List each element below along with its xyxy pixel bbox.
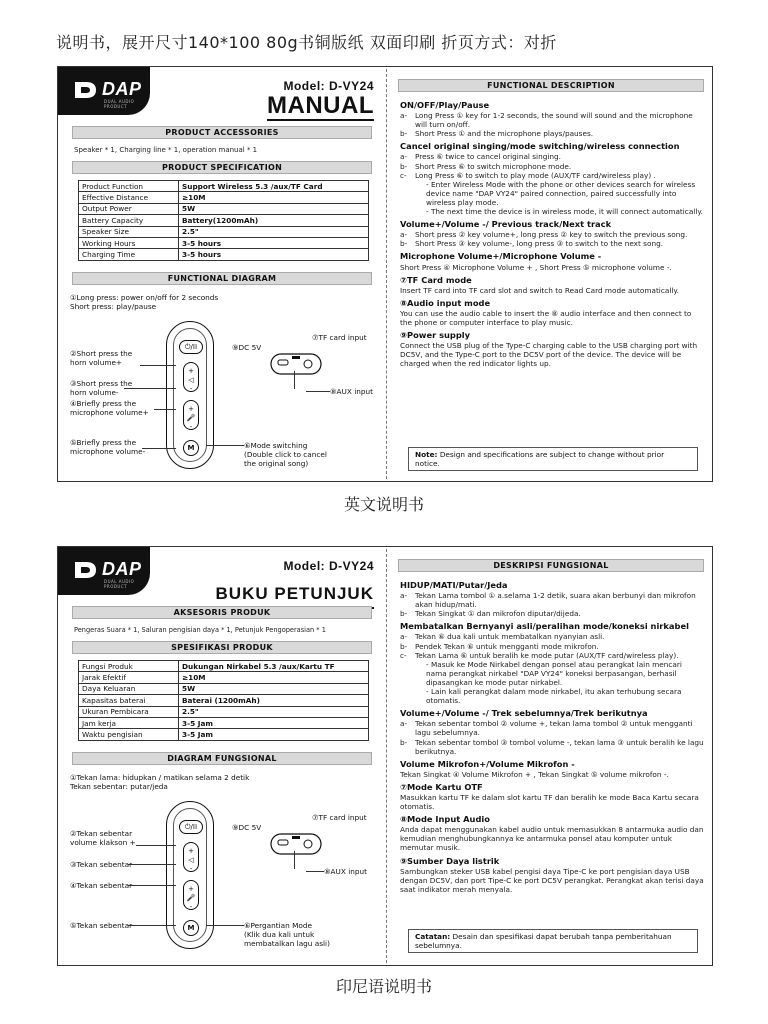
section-heading: Membatalkan Bernyanyi asli/peralihan mode/koneksi nirkabel	[400, 621, 689, 632]
mode-button: M	[183, 920, 199, 936]
spec-value: Support Wireless 5.3 /aux/TF Card	[179, 181, 369, 192]
spec-row	[79, 729, 369, 740]
accessories-heading: AKSESORIS PRODUK	[72, 606, 372, 619]
list-marker: b-	[400, 737, 408, 747]
list-text: Short press ② key volume+, long press ② key to switch the previous song.	[415, 230, 688, 240]
spec-key: Ukuran Pembicara	[79, 706, 179, 717]
list-text: Short Press ③ key volume-, long press ③ to switch to the next song.	[415, 239, 664, 249]
spec-row	[79, 192, 369, 203]
spec-value: ≥10M	[179, 672, 369, 683]
functional-description-heading: DESKRIPSI FUNGSIONAL	[398, 559, 704, 572]
list-item	[400, 152, 704, 161]
mode-switch-label: ⑥Pergantian Mode (Klik dua kali untuk membatalkan lagu asli)	[244, 921, 330, 948]
spec-value: 2.5"	[179, 706, 369, 717]
dap-logo-icon	[72, 559, 100, 581]
mic-volume-rocker: + 🎤 -	[183, 880, 199, 910]
power-play-button: ⏻/II	[179, 340, 203, 354]
list-text: Tekan Singkat ① dan mikrofon diputar/dijeda.	[415, 609, 581, 619]
indonesian-manual-panel	[57, 546, 713, 966]
english-caption: 英文说明书	[343, 495, 424, 514]
diagram-label-mic-up: ④Briefly press the microphone volume+	[70, 399, 149, 417]
remote-device-drawing	[166, 321, 214, 469]
paragraph: Short Press ④ Microphone Volume + , Short Press ⑤ microphone volume -.	[400, 262, 672, 272]
diagram-heading: DIAGRAM FUNGSIONAL	[72, 752, 372, 765]
spec-value: ≥10M	[179, 192, 369, 203]
paragraph: Connect the USB plug of the Type-C charging cable to the USB charging port with DC5V, and the Type-C port to the DC5V port of the device. The device will be charged when the red indicator lights up.	[400, 341, 698, 369]
section-heading: ⑨Power supply	[400, 330, 471, 341]
paragraph: Anda dapat menggunakan kabel audio untuk memasukkan 8 antarmuka audio dan kemudian menghubungkannya ke antarmuka ponsel atau komputer untuk memutar musik.	[400, 825, 704, 853]
spec-row	[79, 695, 369, 706]
horn-volume-rocker: + ◁ -	[183, 842, 199, 872]
spec-row	[79, 706, 369, 717]
spec-value: 3-5 hours	[179, 237, 369, 248]
tf-port-label: ⑦TF card input	[312, 333, 367, 342]
spec-key: Waktu pengisian	[79, 729, 179, 740]
section-heading: Volume+/Volume -/ Previous track/Next track	[400, 219, 612, 230]
accessories-heading: PRODUCT ACCESSORIES	[72, 126, 372, 139]
model-number: Model: D-VY24	[283, 559, 374, 573]
spec-row	[79, 237, 369, 248]
spec-key: Speaker Size	[79, 226, 179, 237]
sub-item: - Lain kali perangkat dalam mode nirkabel, itu akan terhubung secara otomatis.	[426, 687, 682, 706]
note-box: Note: Design and specifications are subject to change without prior notice.	[408, 447, 698, 471]
spec-value: 3-5 Jam	[179, 717, 369, 728]
list-item	[400, 738, 704, 756]
spec-row	[79, 215, 369, 226]
spec-row	[79, 226, 369, 237]
dc-port-label: ⑨DC 5V	[232, 823, 262, 832]
spec-value: 2.5"	[179, 226, 369, 237]
note-box: Catatan: Desain dan spesifikasi dapat berubah tanpa pemberitahuan sebelumnya.	[408, 929, 698, 953]
list-marker: b-	[400, 239, 408, 249]
logo-wordmark: DAP	[102, 559, 142, 579]
spec-value: Battery(1200mAh)	[179, 215, 369, 226]
paragraph: Insert TF card into TF card slot and switch to Read Card mode automatically.	[400, 285, 679, 295]
spec-key: Fungsi Produk	[79, 661, 179, 672]
list-item	[400, 719, 704, 737]
list-marker: a-	[400, 230, 408, 240]
spec-value: Baterai (1200mAh)	[179, 695, 369, 706]
functional-description-heading: FUNCTIONAL DESCRIPTION	[398, 79, 704, 92]
list-marker: c-	[400, 650, 407, 660]
diagram-label-play: Short press: play/pause	[70, 302, 157, 311]
diagram-label-mic-down: ⑤Briefly press the microphone volume-	[70, 438, 146, 456]
aux-port-label: ⑧AUX input	[330, 387, 373, 396]
spec-key: Kapasitas baterai	[79, 695, 179, 706]
list-text: Pendek Tekan ⑥ untuk mengganti mode mikrofon.	[415, 641, 599, 651]
diagram-label-horn-up: ②Tekan sebentar volume klakson +	[70, 829, 136, 847]
list-text: Tekan Lama tombol ① a.selama 1-2 detik, suara akan berbunyi dan mikrofon akan hidup/mati.	[415, 591, 696, 610]
list-text: Tekan sebentar tombol ② volume +, tekan lama tombol ② untuk mengganti lagu sebelumnya.	[415, 719, 693, 738]
section-heading: ⑧Mode Input Audio	[400, 814, 490, 825]
diagram-label-mic-up: ④Tekan sebentar	[70, 881, 133, 890]
power-play-button: ⏻/II	[179, 820, 203, 834]
list-item	[400, 632, 704, 641]
list-item	[400, 129, 704, 138]
spec-row	[79, 661, 369, 672]
spec-row	[79, 203, 369, 214]
list-item	[400, 591, 704, 609]
paragraph: Sambungkan steker USB kabel pengisi daya Tipe-C ke port pengisian daya USB dengan DC5V, dan port Tipe-C ke port DC5V perangkat. Perangkat akan terisi daya saat indikator merah menyala.	[400, 866, 704, 894]
spec-key: Product Function	[79, 181, 179, 192]
spec-value: 3-5 Jam	[179, 729, 369, 740]
diagram-label-horn-down: ③Short press the horn volume-	[70, 379, 133, 397]
list-marker: b-	[400, 641, 408, 651]
spec-key: Output Power	[79, 203, 179, 214]
spec-value: Dukungan Nirkabel 5.3 /aux/Kartu TF	[179, 661, 369, 672]
sub-item: - Enter Wireless Mode with the phone or other devices search for wireless device name "DAP VY24" paired connection, paired successfully into wireless play mode.	[426, 179, 696, 207]
spec-row	[79, 249, 369, 260]
aux-port-label: ⑧AUX input	[324, 867, 367, 876]
brand-logo	[58, 547, 150, 595]
left-column	[58, 67, 386, 481]
diagram-label-power: ①Long press: power on/off for 2 seconds	[70, 293, 219, 302]
list-item	[400, 171, 704, 180]
list-text: Long Press ⑥ to switch to play mode (AUX/TF card/wireless play) .	[415, 170, 656, 180]
functional-description-body	[400, 97, 704, 368]
diagram-label-horn-down: ③Tekan sebentar	[70, 860, 133, 869]
spec-value: 5W	[179, 683, 369, 694]
model-number: Model: D-VY24	[283, 79, 374, 93]
brand-logo	[58, 67, 150, 115]
paragraph: You can use the audio cable to insert the ⑧ audio interface and then connect to the phone or computer interface to play music.	[400, 308, 692, 327]
list-marker: c-	[400, 170, 407, 180]
logo-tagline: DUAL AUDIO PRODUCT	[104, 579, 135, 589]
list-item	[400, 609, 704, 618]
mode-button: M	[183, 440, 199, 456]
list-text: Press ⑥ twice to cancel original singing.	[415, 152, 561, 162]
logo-tagline: DUAL AUDIO PRODUCT	[104, 99, 135, 109]
list-marker: a-	[400, 152, 408, 162]
spec-heading: SPESIFIKASI PRODUK	[72, 641, 372, 654]
dc-port-label: ⑨DC 5V	[232, 343, 262, 352]
list-marker: a-	[400, 111, 408, 121]
accessories-text: Pengeras Suara * 1, Saluran pengisian daya * 1, Petunjuk Pengoperasian * 1	[74, 626, 326, 634]
spec-key: Working Hours	[79, 237, 179, 248]
spec-heading: PRODUCT SPECIFICATION	[72, 161, 372, 174]
sub-item: - Masuk ke Mode Nirkabel dengan ponsel atau perangkat lain mencari nama perangkat nirkabel "DAP VY24" koneksi berpasangan, berhasil dipasangkan ke mode putar nirkabel.	[426, 659, 682, 687]
section-heading: ⑦Mode Kartu OTF	[400, 781, 483, 792]
mode-switch-label: ⑥Mode switching (Double click to cancel the original song)	[244, 441, 327, 468]
list-item	[400, 230, 704, 239]
spec-value: 5W	[179, 203, 369, 214]
spec-table	[78, 660, 369, 741]
spec-key: Charging Time	[79, 249, 179, 260]
list-item	[400, 642, 704, 651]
spec-table	[78, 180, 369, 261]
diagram-heading: FUNCTIONAL DIAGRAM	[72, 272, 372, 285]
list-marker: b-	[400, 161, 408, 171]
section-heading: ⑦TF Card mode	[400, 274, 472, 285]
indonesian-caption: 印尼语说明书	[335, 977, 432, 996]
ports-drawing	[268, 351, 324, 377]
right-column	[398, 67, 706, 481]
list-text: Tekan ⑥ dua kali untuk membatalkan nyanyian asli.	[415, 632, 605, 642]
section-heading: ON/OFF/Play/Pause	[400, 100, 490, 110]
diagram-label-horn-up: ②Short press the horn volume+	[70, 349, 133, 367]
section-heading: ⑧Audio input mode	[400, 297, 491, 308]
list-item	[400, 162, 704, 171]
right-column	[398, 547, 706, 965]
list-marker: b-	[400, 129, 408, 139]
spec-row	[79, 672, 369, 683]
section-heading: Volume+/Volume -/ Trek sebelumnya/Trek berikutnya	[400, 708, 648, 719]
left-column	[58, 547, 386, 965]
accessories-text: Speaker * 1, Charging line * 1, operation manual * 1	[74, 146, 258, 154]
remote-device-drawing	[166, 801, 214, 949]
horn-volume-rocker: + ◁ -	[183, 362, 199, 392]
spec-key: Jam kerja	[79, 717, 179, 728]
spec-row	[79, 717, 369, 728]
spec-value: 3-5 hours	[179, 249, 369, 260]
list-marker: a-	[400, 632, 408, 642]
list-text: Long Press ① key for 1-2 seconds, the sound will sound and the microphone will turn on/off.	[415, 111, 693, 130]
section-heading: Cancel original singing/mode switching/wireless connection	[400, 141, 680, 152]
list-text: Short Press ① and the microphone plays/pauses.	[415, 129, 594, 139]
section-heading: HIDUP/MATI/Putar/Jeda	[400, 580, 508, 590]
diagram-label-mic-down: ⑤Tekan sebentar	[70, 921, 133, 930]
section-heading: Microphone Volume+/Microphone Volume -	[400, 251, 602, 262]
mic-volume-rocker: + 🎤 -	[183, 400, 199, 430]
list-marker: b-	[400, 609, 408, 619]
tf-port-label: ⑦TF card input	[312, 813, 367, 822]
ports-drawing	[268, 831, 324, 857]
list-text: Short Press ⑥ to switch microphone mode.	[415, 161, 572, 171]
spec-row	[79, 683, 369, 694]
list-text: Tekan sebentar tombol ③ tombol volume -, tekan lama ③ untuk beralih ke lagu berikutnya.	[415, 737, 704, 756]
spec-key: Jarak Efektif	[79, 672, 179, 683]
spec-row	[79, 181, 369, 192]
spec-key: Battery Capacity	[79, 215, 179, 226]
section-heading: Volume Mikrofon+/Volume Mikrofon -	[400, 758, 575, 769]
manual-title: BUKU PETUNJUK	[216, 581, 374, 609]
english-manual-panel	[57, 66, 713, 482]
logo-wordmark: DAP	[102, 79, 142, 99]
sub-item: - The next time the device is in wireless mode, it will connect automatically.	[426, 207, 703, 217]
spec-key: Effective Distance	[79, 192, 179, 203]
diagram-label-power: ①Tekan lama: hidupkan / matikan selama 2 detik	[70, 773, 250, 782]
section-heading: ⑨Sumber Daya listrik	[400, 855, 500, 866]
list-text: Tekan Lama ⑥ untuk beralih ke mode putar (AUX/TF card/wireless play).	[415, 650, 679, 660]
list-marker: a-	[400, 591, 408, 601]
spec-key: Daya Keluaran	[79, 683, 179, 694]
print-spec-note: 说明书，展开尺寸140*100 80g书铜版纸 双面印刷 折页方式：对折	[56, 33, 557, 52]
list-item	[400, 111, 704, 129]
list-item	[400, 651, 704, 660]
diagram-label-play: Tekan sebentar: putar/jeda	[70, 782, 168, 791]
manual-title: MANUAL	[267, 92, 374, 119]
list-marker: a-	[400, 719, 408, 729]
dap-logo-icon	[72, 79, 100, 101]
list-item	[400, 239, 704, 248]
paragraph: Masukkan kartu TF ke dalam slot kartu TF dan beralih ke mode Baca Kartu secara otomatis.	[400, 792, 699, 812]
paragraph: Tekan Singkat ④ Volume Mikrofon + , Tekan Singkat ⑤ volume mikrofon -.	[400, 769, 669, 779]
functional-description-body	[400, 577, 704, 894]
